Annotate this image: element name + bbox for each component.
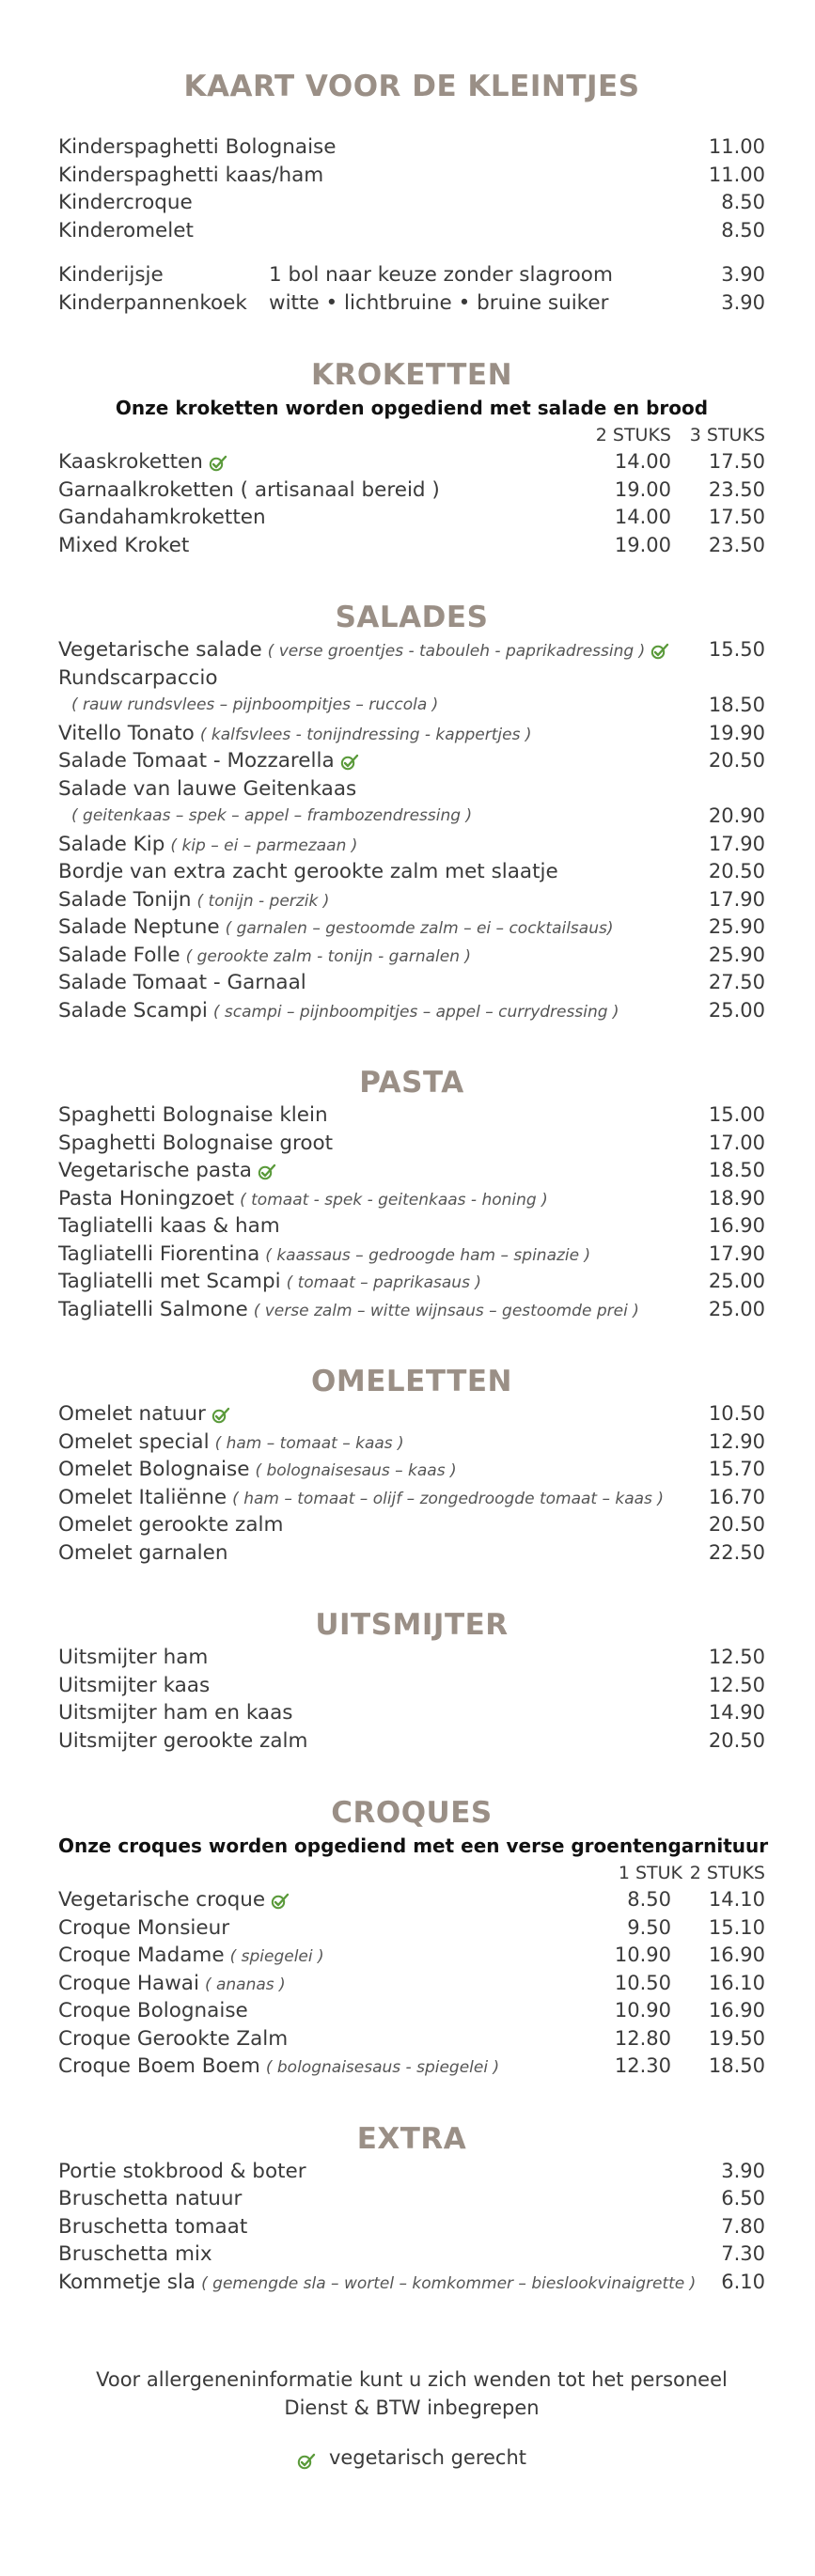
item-price: 25.00 — [708, 1297, 765, 1320]
menu-item-name — [58, 2053, 499, 2083]
uitsmijter-title: UITSMIJTER — [315, 1608, 509, 1642]
croques-column-headers — [58, 1860, 765, 1886]
menu-item — [58, 448, 765, 476]
menu-item — [58, 2053, 765, 2081]
item-name: Croque Monsieur — [58, 1915, 230, 1940]
menu-item — [58, 1241, 765, 1269]
vegetarian-icon — [297, 2448, 316, 2465]
item-price-small: 8.50 — [627, 1888, 671, 1911]
item-price: 3.90 — [721, 263, 765, 286]
menu-item-name — [58, 1268, 481, 1298]
menu-item — [58, 942, 765, 970]
menu-item — [58, 1400, 765, 1429]
item-name: Mixed Kroket — [58, 533, 190, 557]
item-price-large: 14.10 — [708, 1888, 765, 1911]
item-name: Pasta Honingzoet — [58, 1186, 235, 1210]
menu-item-name — [58, 504, 266, 532]
menu-item — [58, 720, 765, 748]
menu-item-name — [58, 162, 323, 190]
item-price: 27.50 — [708, 971, 765, 993]
item-description: ( tomaat – paprikasaus ) — [286, 1273, 481, 1292]
item-name: Tagliatelli kaas & ham — [58, 1214, 280, 1238]
item-detail: witte • lichtbruine • bruine suiker — [269, 290, 609, 315]
item-description: ( ham – tomaat – kaas ) — [214, 1433, 404, 1453]
kids-title: KAART VOOR DE KLEINTJES — [183, 70, 640, 103]
item-price: 17.00 — [708, 1131, 765, 1154]
menu-item-name — [58, 217, 194, 245]
service-info: Dienst & BTW inbegrepen — [284, 2396, 540, 2419]
item-price-large: 17.50 — [708, 506, 765, 528]
menu-item-name — [58, 1212, 280, 1241]
item-name: Salade Tomaat - Garnaal — [58, 971, 306, 994]
item-price: 7.80 — [721, 2214, 765, 2238]
menu-item — [58, 886, 765, 914]
item-name: Salade Tomaat - Mozzarella — [58, 749, 335, 773]
menu-item-name — [58, 1185, 548, 1215]
item-name: Vegetarische salade — [58, 638, 262, 662]
item-name: Spaghetti Bolognaise klein — [58, 1103, 328, 1127]
menu-item-name — [58, 997, 619, 1027]
vegetarian-icon — [650, 640, 669, 657]
menu-item-name — [58, 886, 329, 916]
item-name: Spaghetti Bolognaise groot — [58, 1131, 334, 1155]
item-price: 7.30 — [721, 2242, 765, 2265]
vegetarian-icon — [212, 1404, 230, 1421]
menu-item — [58, 1484, 765, 1512]
menu-item — [58, 217, 765, 245]
extra-title: EXTRA — [356, 2121, 467, 2156]
item-price: 20.90 — [708, 804, 765, 827]
item-price: 6.10 — [721, 2270, 765, 2293]
item-name: Omelet Italiënne — [58, 1485, 227, 1509]
item-description: ( kalfsvlees - tonijndressing - kappertjes ) — [199, 725, 532, 744]
item-price-small: 10.90 — [614, 1944, 671, 1966]
item-name: Rundscarpaccio — [58, 665, 218, 690]
croques-col1-header: 1 STUK — [618, 1863, 682, 1883]
menu-item-detail — [58, 803, 765, 831]
croques-title: CROQUES — [331, 1796, 493, 1830]
menu-item — [58, 747, 765, 775]
item-price-small: 14.00 — [614, 506, 671, 528]
item-price: 17.90 — [708, 1241, 765, 1265]
menu-item — [58, 831, 765, 859]
item-price: 14.90 — [708, 1701, 765, 1724]
item-name: Kinderijsje — [58, 263, 164, 287]
item-name: Garnaalkroketten ( artisanaal bereid ) — [58, 477, 440, 502]
menu-item — [58, 997, 765, 1025]
menu-item-name — [58, 532, 189, 560]
menu-item-name — [58, 476, 440, 505]
menu-item — [58, 1914, 765, 1943]
item-name: Vitello Tonato — [58, 721, 195, 745]
menu-item — [58, 2240, 765, 2269]
item-name: Bruschetta natuur — [58, 2187, 243, 2210]
item-name: Salade Neptune — [58, 915, 220, 939]
item-price: 11.00 — [708, 135, 765, 158]
item-description: ( tomaat - spek - geitenkaas - honing ) — [240, 1190, 548, 1210]
item-description: ( gemengde sla – wortel – komkommer – bieslookvinaigrette ) — [201, 2273, 697, 2293]
vegetarian-icon — [209, 452, 227, 469]
menu-item-name — [58, 1296, 639, 1326]
item-description: ( bolognaisesaus - spiegelei ) — [265, 2058, 500, 2077]
menu-item-name — [58, 1400, 230, 1429]
menu-item-name — [58, 942, 471, 972]
item-name: Omelet special — [58, 1429, 210, 1454]
item-detail: 1 bol naar keuze zonder slagroom — [269, 263, 613, 287]
menu-item — [58, 1268, 765, 1296]
menu-item-detail — [58, 692, 765, 720]
item-price-large: 16.10 — [708, 1971, 765, 1994]
menu-item-name — [58, 1672, 210, 1700]
menu-item — [58, 261, 765, 289]
item-price-large: 23.50 — [708, 533, 765, 556]
menu-item-name — [58, 448, 227, 476]
menu-item-name — [58, 189, 193, 217]
item-price-small: 12.80 — [614, 2026, 671, 2050]
item-price-large: 16.90 — [708, 1944, 765, 1966]
item-price: 16.90 — [708, 1214, 765, 1237]
kroketten-col1-header: 2 STUKS — [595, 425, 671, 445]
item-price-large: 18.50 — [708, 2054, 765, 2077]
item-price-small: 14.00 — [614, 450, 671, 473]
menu-item-name — [58, 1484, 664, 1514]
item-price: 20.50 — [708, 860, 765, 882]
item-name: Uitsmijter ham — [58, 1646, 209, 1669]
item-name: Omelet natuur — [58, 1402, 206, 1426]
menu-item-name — [58, 2240, 212, 2269]
menu-item — [58, 1644, 765, 1672]
menu-item — [58, 1699, 765, 1727]
salades-title: SALADES — [335, 601, 489, 634]
item-description: ( kip – ei – parmezaan ) — [170, 835, 358, 855]
item-description: ( geitenkaas – spek – appel – frambozendressing ) — [71, 806, 473, 825]
item-name: Salade van lauwe Geitenkaas — [58, 776, 357, 801]
item-name: Salade Tonijn — [58, 887, 192, 912]
menu-item-name — [58, 858, 558, 886]
item-description: ( verse groentjes - tabouleh - paprikadressing ) — [267, 642, 646, 661]
item-price-large: 23.50 — [708, 477, 765, 501]
item-price: 25.90 — [708, 943, 765, 966]
menu-item — [58, 969, 765, 997]
kids-list-2 — [58, 261, 765, 317]
item-price: 15.00 — [708, 1103, 765, 1126]
item-price-large: 15.10 — [708, 1915, 765, 1939]
item-name: Omelet Bolognaise — [58, 1458, 250, 1481]
item-price-small: 10.90 — [614, 1999, 671, 2022]
menu-item-name — [58, 1429, 404, 1459]
menu-item-name — [58, 1130, 333, 1158]
kroketten-column-headers — [58, 422, 765, 448]
menu-item-name — [58, 1644, 208, 1672]
item-price: 3.90 — [721, 2159, 765, 2182]
item-price-small: 12.30 — [614, 2054, 671, 2077]
item-price: 8.50 — [721, 191, 765, 213]
pasta-title: PASTA — [359, 1066, 464, 1100]
menu-item — [58, 1727, 765, 1756]
item-description: ( spiegelei ) — [229, 1947, 324, 1966]
croques-col2-header: 2 STUKS — [689, 1863, 765, 1883]
item-name: Salade Folle — [58, 943, 180, 967]
menu-item — [58, 2025, 765, 2053]
menu-item-name — [58, 261, 164, 289]
item-price-small: 10.50 — [614, 1971, 671, 1994]
item-price: 20.50 — [708, 749, 765, 772]
menu-item — [58, 1886, 765, 1914]
menu-item — [58, 1212, 765, 1241]
item-description: ( gerookte zalm - tonijn - garnalen ) — [185, 946, 472, 966]
item-name: Vegetarische pasta — [58, 1159, 252, 1182]
item-price-large: 19.50 — [708, 2026, 765, 2050]
item-price: 10.50 — [708, 1402, 765, 1425]
menu-item — [58, 162, 765, 190]
veg-legend — [58, 2443, 765, 2473]
menu-item — [58, 1970, 765, 1998]
item-name: Salade Scampi — [58, 998, 208, 1023]
item-description: ( bolognaisesaus – kaas ) — [255, 1461, 457, 1480]
item-price: 6.50 — [721, 2187, 765, 2209]
item-name: Croque Hawai — [58, 1971, 199, 1995]
item-price: 12.50 — [708, 1673, 765, 1696]
item-price-large: 16.90 — [708, 1999, 765, 2022]
item-price: 15.50 — [708, 638, 765, 661]
menu-item-name — [58, 747, 359, 775]
omeletten-title: OMELETTEN — [311, 1365, 512, 1398]
item-name: Croque Bolognaise — [58, 1999, 248, 2022]
item-price: 20.50 — [708, 1513, 765, 1536]
menu-item-name — [58, 2269, 696, 2299]
item-price-small: 19.00 — [614, 533, 671, 556]
menu-item-name — [58, 913, 613, 944]
item-description: ( rauw rundsvlees – pijnboompitjes – ruccola ) — [71, 695, 439, 714]
menu-item-name — [58, 2025, 288, 2053]
item-price: 22.50 — [708, 1540, 765, 1564]
menu-item — [58, 1157, 765, 1185]
item-price: 12.50 — [708, 1646, 765, 1668]
menu-item — [58, 133, 765, 162]
salades-list — [58, 636, 765, 1024]
croques-subtitle: Onze croques worden opgediend met een verse groentengarnituur — [58, 1834, 769, 1857]
menu-item — [58, 476, 765, 505]
item-name: Salade Kip — [58, 832, 165, 856]
item-name: Kinderspaghetti kaas/ham — [58, 163, 324, 187]
omeletten-list — [58, 1400, 765, 1567]
item-price: 15.70 — [708, 1458, 765, 1480]
item-description: ( garnalen – gestoomde zalm – ei – cocktailsaus) — [225, 919, 614, 938]
item-name: Gandahamkroketten — [58, 506, 266, 529]
item-price-large: 17.50 — [708, 450, 765, 473]
menu-item — [58, 1296, 765, 1324]
item-name: Kindercroque — [58, 191, 193, 214]
item-name: Kinderspaghetti Bolognaise — [58, 135, 337, 159]
item-name: Croque Boem Boem — [58, 2054, 260, 2078]
item-name: Kinderomelet — [58, 218, 194, 242]
item-name: Tagliatelli Fiorentina — [58, 1241, 260, 1266]
menu-item-name — [58, 1942, 324, 1972]
menu-item — [58, 858, 765, 886]
item-name: Kaaskroketten — [58, 450, 203, 474]
pasta-list — [58, 1101, 765, 1323]
item-name: Tagliatelli Salmone — [58, 1297, 248, 1321]
menu-item — [58, 2269, 765, 2297]
menu-item-name — [58, 1241, 590, 1271]
menu-item — [58, 189, 765, 217]
item-price: 18.50 — [708, 694, 765, 716]
menu-item — [58, 1997, 765, 2025]
menu-item — [58, 775, 765, 804]
menu-item-name — [58, 636, 669, 666]
item-price-small: 19.00 — [614, 477, 671, 501]
item-name: Vegetarische croque — [58, 1888, 266, 1912]
menu-item — [58, 1185, 765, 1213]
croques-list — [58, 1886, 765, 2081]
vegetarian-icon — [258, 1161, 276, 1178]
item-price: 16.70 — [708, 1485, 765, 1508]
item-description: ( scampi – pijnboompitjes – appel – currydressing ) — [212, 1002, 619, 1022]
item-name: Omelet garnalen — [58, 1540, 228, 1565]
menu-item-name — [58, 969, 306, 997]
menu-item-name — [58, 2158, 306, 2186]
menu-item — [58, 1101, 765, 1130]
item-price-small: 9.50 — [627, 1915, 671, 1939]
menu-item-name — [58, 1727, 307, 1756]
menu-item-name — [58, 2213, 247, 2241]
item-price: 19.90 — [708, 721, 765, 744]
menu-item-name — [58, 2185, 242, 2213]
item-price: 20.50 — [708, 1728, 765, 1752]
kids-list — [58, 133, 765, 244]
item-name: Tagliatelli met Scampi — [58, 1270, 281, 1293]
item-description: ( verse zalm – witte wijnsaus – gestoomde prei ) — [253, 1301, 639, 1320]
menu-page — [58, 0, 769, 2473]
item-description: ( ham – tomaat – olijf – zongedroogde tomaat – kaas ) — [232, 1489, 664, 1508]
kroketten-col2-header: 3 STUKS — [689, 425, 765, 445]
item-price: 18.90 — [708, 1186, 765, 1210]
item-price: 18.50 — [708, 1159, 765, 1181]
menu-item-name — [58, 1699, 292, 1727]
item-price: 25.00 — [708, 1270, 765, 1292]
menu-item-name — [58, 1970, 286, 2000]
menu-item — [58, 1672, 765, 1700]
menu-item-name — [58, 1997, 248, 2025]
uitsmijter-list — [58, 1644, 765, 1755]
kroketten-subtitle: Onze kroketten worden opgediend met salade en brood — [115, 397, 709, 419]
menu-item-name — [58, 1914, 229, 1943]
item-name: Uitsmijter ham en kaas — [58, 1701, 293, 1725]
menu-item — [58, 636, 765, 664]
veg-legend-label: vegetarisch gerecht — [328, 2446, 527, 2469]
menu-item-name — [58, 289, 247, 318]
menu-item — [58, 1429, 765, 1457]
item-name: Uitsmijter gerookte zalm — [58, 1728, 308, 1753]
item-price: 17.90 — [708, 887, 765, 911]
menu-item-name — [58, 1157, 276, 1185]
menu-item-name — [58, 1101, 328, 1130]
menu-item — [58, 1130, 765, 1158]
item-name: Bruschetta tomaat — [58, 2214, 248, 2239]
menu-item — [58, 2158, 765, 2186]
item-price: 25.90 — [708, 915, 765, 938]
menu-item — [58, 1511, 765, 1539]
item-price: 12.90 — [708, 1429, 765, 1453]
menu-item — [58, 504, 765, 532]
menu-item-name — [58, 1539, 227, 1568]
menu-item — [58, 913, 765, 942]
kroketten-title: KROKETTEN — [310, 358, 513, 392]
menu-item — [58, 532, 765, 560]
menu-item-name — [58, 1456, 457, 1486]
item-price: 3.90 — [721, 290, 765, 314]
item-name: Croque Madame — [58, 1944, 225, 1967]
menu-item — [58, 2185, 765, 2213]
item-description: ( tonijn - perzik ) — [196, 891, 330, 911]
menu-item — [58, 1942, 765, 1970]
item-name: Omelet gerookte zalm — [58, 1513, 284, 1537]
menu-item — [58, 1456, 765, 1484]
item-name: Portie stokbrood & boter — [58, 2159, 306, 2183]
menu-item-name — [58, 1511, 283, 1539]
menu-item — [58, 1539, 765, 1568]
item-name: Kinderpannenkoek — [58, 290, 247, 315]
vegetarian-icon — [271, 1890, 290, 1907]
item-name: Uitsmijter kaas — [58, 1673, 211, 1697]
menu-item-name — [58, 133, 337, 162]
menu-item-name — [58, 831, 357, 861]
item-price: 17.90 — [708, 832, 765, 855]
menu-item — [58, 664, 765, 693]
extra-list — [58, 2158, 765, 2297]
menu-item — [58, 2213, 765, 2241]
menu-item — [58, 289, 765, 318]
item-price: 25.00 — [708, 998, 765, 1022]
menu-item-name — [58, 1886, 290, 1914]
allergen-info: Voor allergeneninformatie kunt u zich wenden tot het personeel — [96, 2368, 728, 2391]
item-price: 11.00 — [708, 163, 765, 186]
item-description: ( ananas ) — [204, 1975, 286, 1994]
item-name: Bordje van extra zacht gerookte zalm met slaatje — [58, 860, 558, 883]
item-name: Kommetje sla — [58, 2270, 196, 2294]
vegetarian-icon — [340, 751, 359, 768]
menu-item-name — [58, 720, 531, 750]
item-name: Croque Gerookte Zalm — [58, 2026, 289, 2051]
kroketten-list — [58, 448, 765, 559]
item-name: Bruschetta mix — [58, 2242, 212, 2266]
item-description: ( kaassaus – gedroogde ham – spinazie ) — [265, 1245, 591, 1265]
menu-item-name — [58, 775, 356, 804]
menu-item-name — [58, 664, 218, 693]
item-price: 8.50 — [721, 218, 765, 242]
